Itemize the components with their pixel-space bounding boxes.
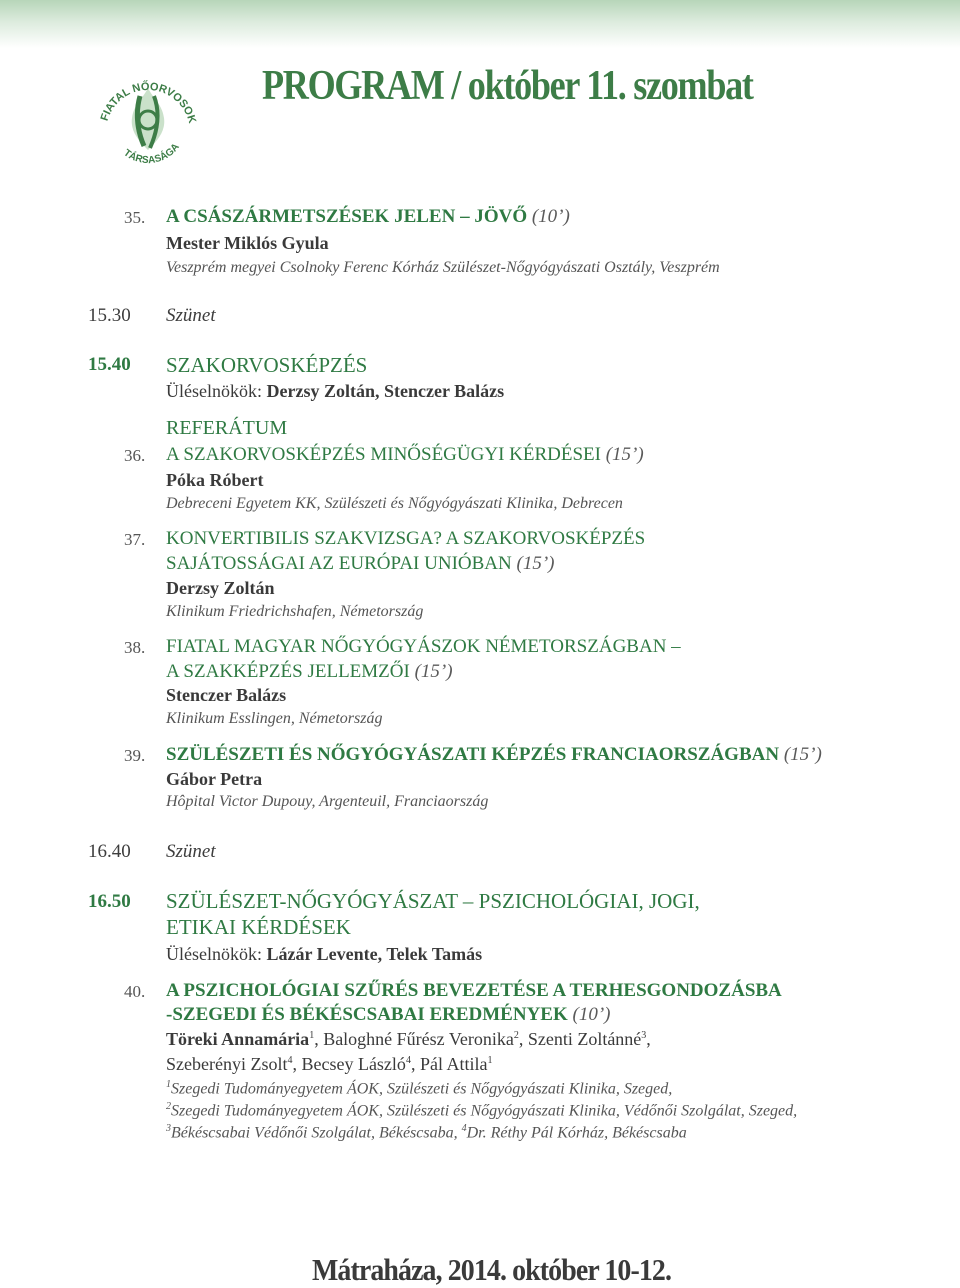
break-label: Szünet <box>166 841 216 862</box>
talk-title: KONVERTIBILIS SZAKVIZSGA? A SZAKORVOSKÉPZÉS <box>166 528 646 549</box>
section-time: 15.40 <box>88 354 131 375</box>
authors-line-1: Töreki Annamária$^1$, Baloghné Fűrész Veronika$^2$, Szenti Zoltánné$^3$, <box>166 1029 651 1049</box>
affiliation: Veszprém megyei Csolnoky Ferenc Kórház Szülészet-Nőgyógyászati Osztály, Veszprém <box>166 259 720 276</box>
item-number: 36. <box>124 446 146 465</box>
item-number: 37. <box>124 530 146 549</box>
talk-title-cont: -SZEGEDI ÉS BÉKÉSCSABAI EREDMÉNYEK (10’) <box>166 1004 611 1025</box>
item-number: 40. <box>124 982 146 1001</box>
affiliation: Hôpital Victor Dupouy, Argenteuil, Franciaország <box>166 793 489 810</box>
speaker-name: Derzsy Zoltán <box>166 578 275 598</box>
speaker-name: Mester Miklós Gyula <box>166 233 329 253</box>
item-number: 39. <box>124 746 146 765</box>
subsection-title: REFERÁTUM <box>166 417 288 439</box>
talk-title: FIATAL MAGYAR NŐGYÓGYÁSZOK NÉMETORSZÁGBAN – <box>166 636 681 657</box>
item-number: 35. <box>124 208 146 227</box>
speaker-name: Gábor Petra <box>166 769 263 789</box>
footer-event-location-date: Mátraháza, 2014. október 10-12. <box>312 1252 672 1287</box>
talk-title-cont: A SZAKKÉPZÉS JELLEMZŐI (15’) <box>166 661 453 682</box>
affiliation: Debreceni Egyetem KK, Szülészeti és Nőgyógyászati Klinika, Debrecen <box>166 495 623 512</box>
affiliation: Klinikum Esslingen, Németország <box>166 710 383 727</box>
break-time: 16.40 <box>88 841 131 862</box>
speaker-name: Póka Róbert <box>166 470 264 490</box>
talk-title: A PSZICHOLÓGIAI SZŰRÉS BEVEZETÉSE A TERHESGONDOZÁSBA <box>166 980 782 1001</box>
header-gradient-bar <box>0 0 960 48</box>
talk-title: SZÜLÉSZETI ÉS NŐGYÓGYÁSZATI KÉPZÉS FRANCIAORSZÁGBAN (15’) <box>166 744 822 765</box>
talk-title: A SZAKORVOSKÉPZÉS MINŐSÉGÜGYI KÉRDÉSEI (15’) <box>166 444 644 465</box>
section-title: SZÜLÉSZET-NŐGYÓGYÁSZAT – PSZICHOLÓGIAI, JOGI, <box>166 889 700 913</box>
affiliation-1: $^1$Szegedi Tudományegyetem ÁOK, Szülészeti és Nőgyógyászati Klinika, Szeged, <box>166 1079 673 1098</box>
session-chairs: Üléselnökök: Derzsy Zoltán, Stenczer Balázs <box>166 381 505 401</box>
affiliation-2: $^2$Szegedi Tudományegyetem ÁOK, Szülészeti és Nőgyógyászati Klinika, Védőnői Szolgálat, Szeged, <box>166 1101 798 1120</box>
break-label: Szünet <box>166 305 216 326</box>
authors-line-2: Szeberényi Zsolt$^4$, Becsey László$^4$, Pál Attila$^1$ <box>166 1054 493 1074</box>
break-time: 15.30 <box>88 305 131 326</box>
affiliation-3: $^3$Békéscsabai Védőnői Szolgálat, Békéscsaba, $^4$Dr. Réthy Pál Kórház, Békéscsaba <box>166 1123 687 1142</box>
section-title-cont: ETIKAI KÉRDÉSEK <box>166 915 351 939</box>
speaker-name: Stenczer Balázs <box>166 685 287 705</box>
talk-title: A CSÁSZÁRMETSZÉSEK JELEN – JÖVŐ (10’) <box>166 206 570 227</box>
svg-text:TÁRSASÁGA: TÁRSASÁGA <box>121 141 182 167</box>
page-title: PROGRAM / október 11. szombat <box>262 63 753 109</box>
item-number: 38. <box>124 638 146 657</box>
svg-text:FIATAL NŐORVOSOK: FIATAL NŐORVOSOK <box>98 80 199 125</box>
talk-title-cont: SAJÁTOSSÁGAI AZ EURÓPAI UNIÓBAN (15’) <box>166 553 555 574</box>
section-time: 16.50 <box>88 891 131 912</box>
affiliation: Klinikum Friedrichshafen, Németország <box>166 603 424 620</box>
society-logo-icon <box>92 70 204 174</box>
session-chairs: Üléselnökök: Lázár Levente, Telek Tamás <box>166 944 483 964</box>
section-title: SZAKORVOSKÉPZÉS <box>166 353 368 377</box>
